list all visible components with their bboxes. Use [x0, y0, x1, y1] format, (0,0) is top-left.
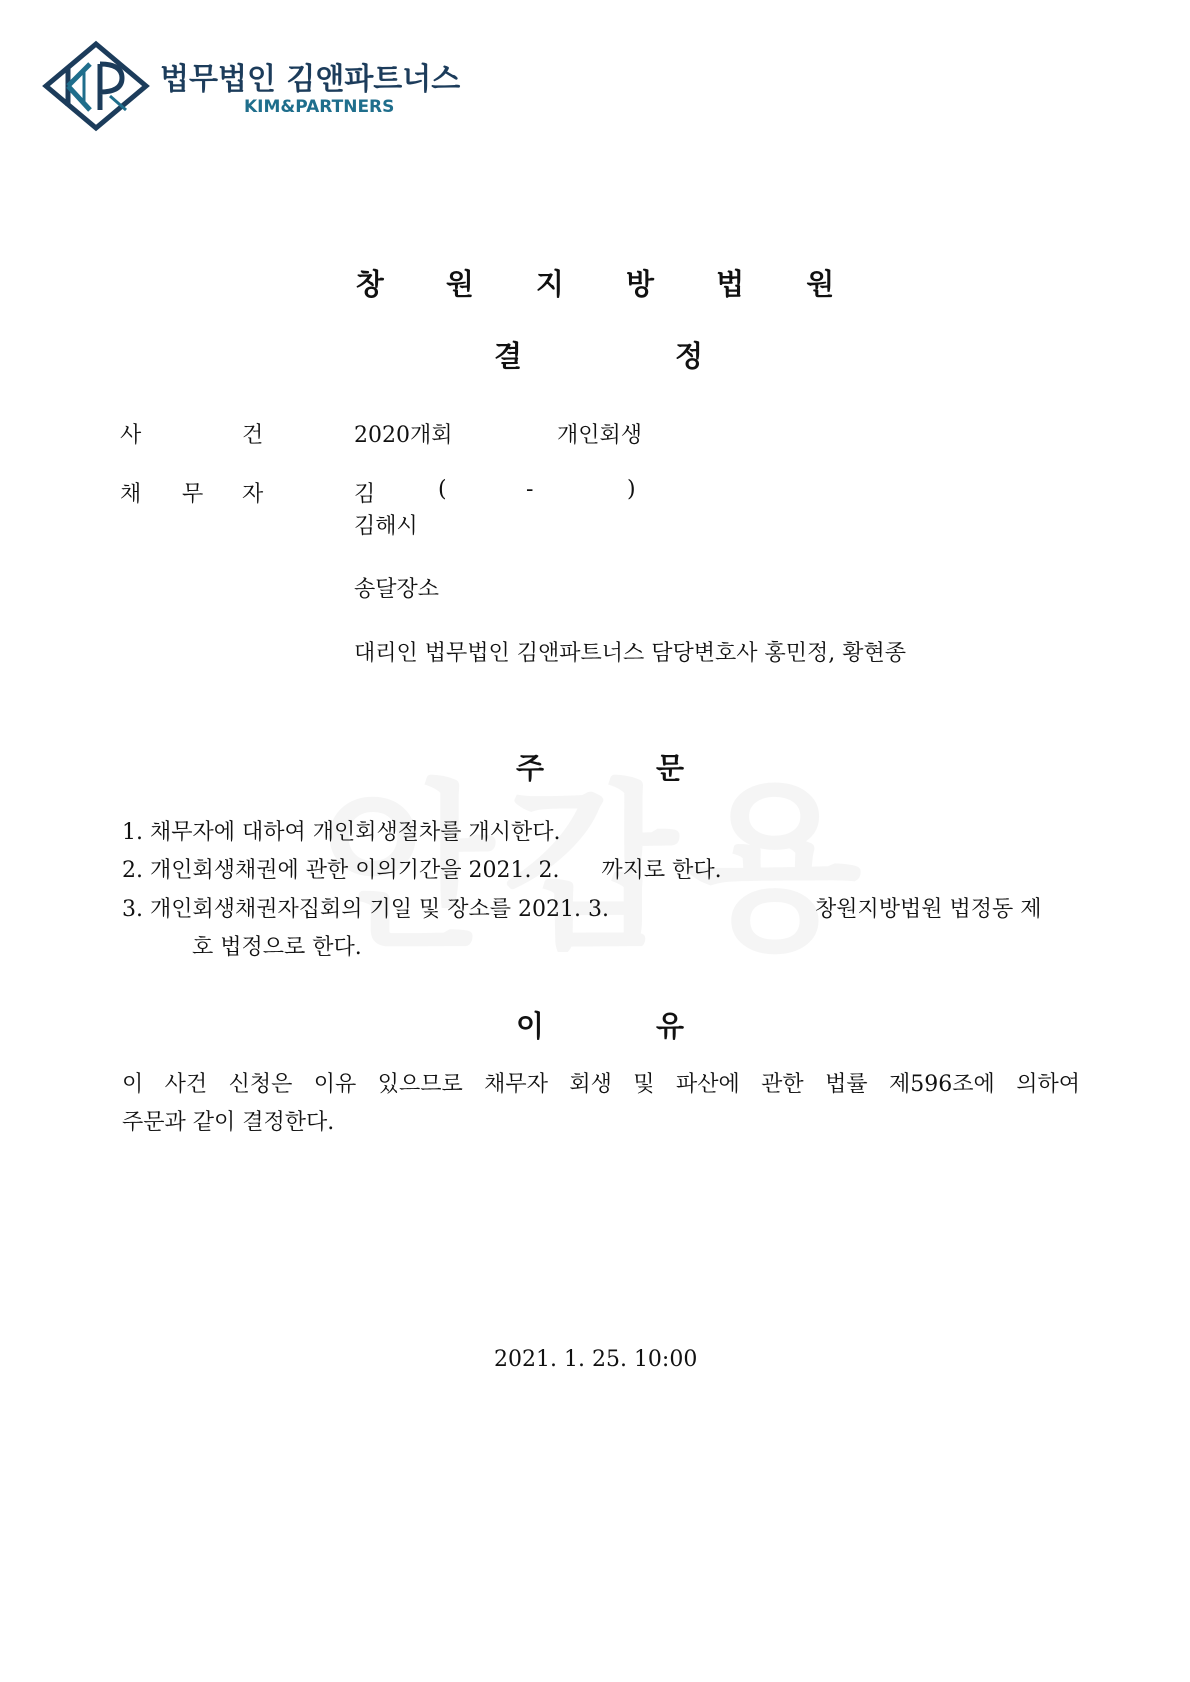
- reason-line-2: 주문과 같이 결정한다.: [122, 1110, 335, 1135]
- case-label-1: 사: [120, 423, 142, 448]
- service-place: 송달장소: [354, 577, 440, 602]
- reason-heading-right: 유: [656, 1009, 685, 1043]
- reason-heading-left: 이: [516, 1009, 545, 1043]
- order-item-3-cont: 호 법정으로 한다.: [192, 935, 362, 960]
- case-type: 개인회생: [557, 423, 643, 448]
- order-item-1: 1. 채무자에 대하여 개인회생절차를 개시한다.: [122, 820, 561, 845]
- order-item-3: 3. 개인회생채권자집회의 기일 및 장소를 2021. 3.: [122, 897, 609, 922]
- order-item-2: 2. 개인회생채권에 관한 이의기간을 2021. 2. 까지로 한다.: [122, 858, 722, 883]
- debtor-address: 김해시: [354, 514, 418, 539]
- agent-line: 대리인 법무법인 김앤파트너스 담당변호사 홍민정, 황현종: [354, 641, 907, 666]
- debtor-dash: -: [526, 477, 534, 502]
- reason-line-1: 이 사건 신청은 이유 있으므로 채무자 회생 및 파산에 관한 법률 제596조에 의하여: [122, 1072, 1080, 1097]
- court-title: 창 원 지 방 법 원: [355, 267, 861, 301]
- order-heading-left: 주: [516, 751, 545, 785]
- firm-name-korean: 법무법인 김앤파트너스: [160, 62, 461, 97]
- debtor-label-1: 채: [120, 482, 142, 507]
- firm-name-english: KIM&PARTNERS: [244, 97, 395, 117]
- doc-type-left: 결: [494, 339, 523, 373]
- debtor-label-2: 무: [182, 482, 204, 507]
- case-number: 2020개회: [354, 423, 453, 448]
- order-item-3-place: 창원지방법원 법정동 제: [815, 897, 1042, 922]
- debtor-name: 김: [354, 482, 376, 507]
- order-heading-right: 문: [656, 751, 685, 785]
- debtor-paren-open: (: [438, 477, 447, 502]
- debtor-label-3: 자: [242, 482, 264, 507]
- doc-type-right: 정: [675, 339, 704, 373]
- decision-date: 2021. 1. 25. 10:00: [494, 1347, 698, 1372]
- debtor-paren-close: ): [627, 477, 636, 502]
- firm-logo-mark-icon: [38, 40, 150, 136]
- case-label-2: 건: [242, 423, 264, 448]
- firm-logo: [38, 40, 498, 136]
